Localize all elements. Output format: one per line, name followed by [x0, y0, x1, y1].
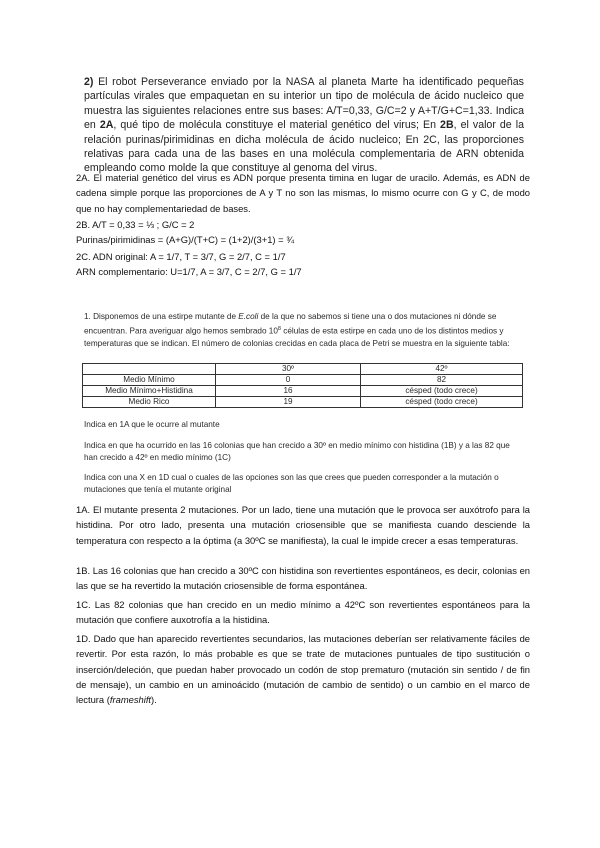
- table-cell: césped (todo crece): [361, 397, 523, 408]
- frameshift-term: frameshift: [109, 694, 152, 706]
- question-2-part-3: , el valor de la relación purinas/pirimidinas en dicha molécula de ácido nucleico; En 2C, las proporciones relativas para cada una de las bases en una molécula complementaria de ARN obtenida empleando como molde la que constituye al genoma del virus.: [84, 119, 524, 175]
- answer-2c: [76, 249, 530, 280]
- table-cell: 0: [216, 375, 361, 386]
- answer-2b: [76, 217, 530, 248]
- table-header-row: [83, 364, 523, 375]
- answer-2b-line-2: Purinas/pirimidinas = (A+G)/(T+C) = (1+2)/(3+1) = ¾: [76, 234, 295, 246]
- answer-2b-line-1: 2B. A/T = 0,33 = ⅓ ; G/C = 2: [76, 219, 195, 230]
- table-cell: 16: [216, 386, 361, 397]
- question-2-part-2: , qué tipo de molécula constituye el material genético del virus; En: [113, 119, 436, 132]
- colonies-table: [82, 363, 523, 408]
- table-row: [83, 397, 523, 408]
- question-2-part-1: El robot Perseverance enviado por la NASA al planeta Marte ha identificado pequeñas partículas virales que empaquetan en su interior un tipo de molécula de ácido nucleico que muestra las siguientes relaciones entre sus bases: A/T=0,33, G/C=2 y A+T/G+C=1,33. Indica en: [84, 76, 524, 132]
- question-1-intro-b: de la que no sabemos si tiene una o dos mutaciones ni dónde se encuentran. Para averiguar algo hemos sembrado 10: [84, 312, 497, 336]
- answer-1d: [76, 631, 530, 707]
- answer-2c-line-2: ARN complementario: U=1/7, A = 3/7, C = 2/7, G = 1/7: [76, 266, 302, 278]
- answer-1c: 1C. Las 82 colonias que han crecido en un medio mínimo a 42ºC son revertientes espontáneos para la mutación que confiere auxotrofía a la histidina.: [76, 599, 530, 626]
- table-cell: Medio Mínimo+Histidina: [83, 386, 216, 397]
- exponent: 8: [277, 326, 281, 333]
- answer-1d-end: ).: [151, 694, 157, 706]
- answer-1d-text: 1D. Dado que han aparecido revertientes secundarios, las mutaciones deberían ser relativamente fáciles de revertir. Por esta razón, lo más probable es que se trate de mutaciones puntuales de tipo sustitución o inserción/deleción, que puedan haber provocado un codón de stop prematuro (mutación sin sentido / de fin de mensaje), un cambio en un aminoácido (mutación de cambio de sentido) o un cambio en el marco de lectura (: [76, 633, 530, 706]
- table-header-cell: 42º: [361, 364, 523, 375]
- ecoli-term: E.coli: [238, 312, 259, 321]
- table-header-cell: [83, 364, 216, 375]
- table-row: [83, 375, 523, 386]
- question-2a-label: 2A: [99, 119, 114, 132]
- instruction-1bc: Indica en que ha ocurrido en las 16 colonias que han crecido a 30º en medio mínimo con histidina (1B) y a las 82 que han crecido a 42º en medio mínimo (1C): [84, 441, 510, 463]
- answer-2a: 2A. El material genético del virus es ADN porque presenta timina en lugar de uracilo. Además, es ADN de cadena simple porque las proporciones de A y T no son las mismas, lo mismo ocurre con G y C, de modo que no hay complementariedad de bases.: [76, 172, 530, 214]
- table-header-cell: 30º: [216, 364, 361, 375]
- table-cell: Medio Mínimo: [83, 375, 216, 386]
- answer-1b: 1B. Las 16 colonias que han crecido a 30ºC con histidina son revertientes espontáneos, es decir, colonias en las que se ha revertido la mutación criosensible de forma espontánea.: [76, 565, 530, 592]
- question-2-text: [84, 75, 524, 176]
- question-2-number: 2): [84, 76, 94, 88]
- question-1-intro-c: células de esta estirpe en cada uno de los distintos medios y temperaturas que se indican. El número de colonias crecidas en cada placa de Petri se muestra en la siguiente tabla:: [84, 326, 510, 349]
- table-cell: 19: [216, 397, 361, 408]
- question-2b-label: 2B: [440, 119, 454, 132]
- table-cell: 82: [361, 375, 523, 386]
- answer-2c-line-1: 2C. ADN original: A = 1/7, T = 3/7, G = 2/7, C = 1/7: [76, 251, 286, 262]
- table-cell: césped (todo crece): [361, 386, 523, 397]
- table-cell: Medio Rico: [83, 397, 216, 408]
- instruction-1d: Indica con una X en 1D cual o cuales de las opciones son las que crees que pueden corresponder a la mutación o mutaciones que tenía el mutante original: [84, 473, 499, 495]
- table-row: [83, 386, 523, 397]
- instruction-1a: Indica en 1A que le ocurre al mutante: [84, 420, 220, 429]
- question-1-intro-a: 1. Disponemos de una estirpe mutante de: [84, 312, 239, 321]
- question-1-intro: [84, 311, 524, 350]
- answer-1a: 1A. El mutante presenta 2 mutaciones. Por un lado, tiene una mutación que le provoca ser auxótrofo para la histidina. Por otro lado, presenta una mutación criosensible que se manifiesta cuando desciende la temperatura con respecto a la óptima (a 30ºC se manifiesta), la cual le impide crecer a esas temperaturas.: [76, 504, 530, 546]
